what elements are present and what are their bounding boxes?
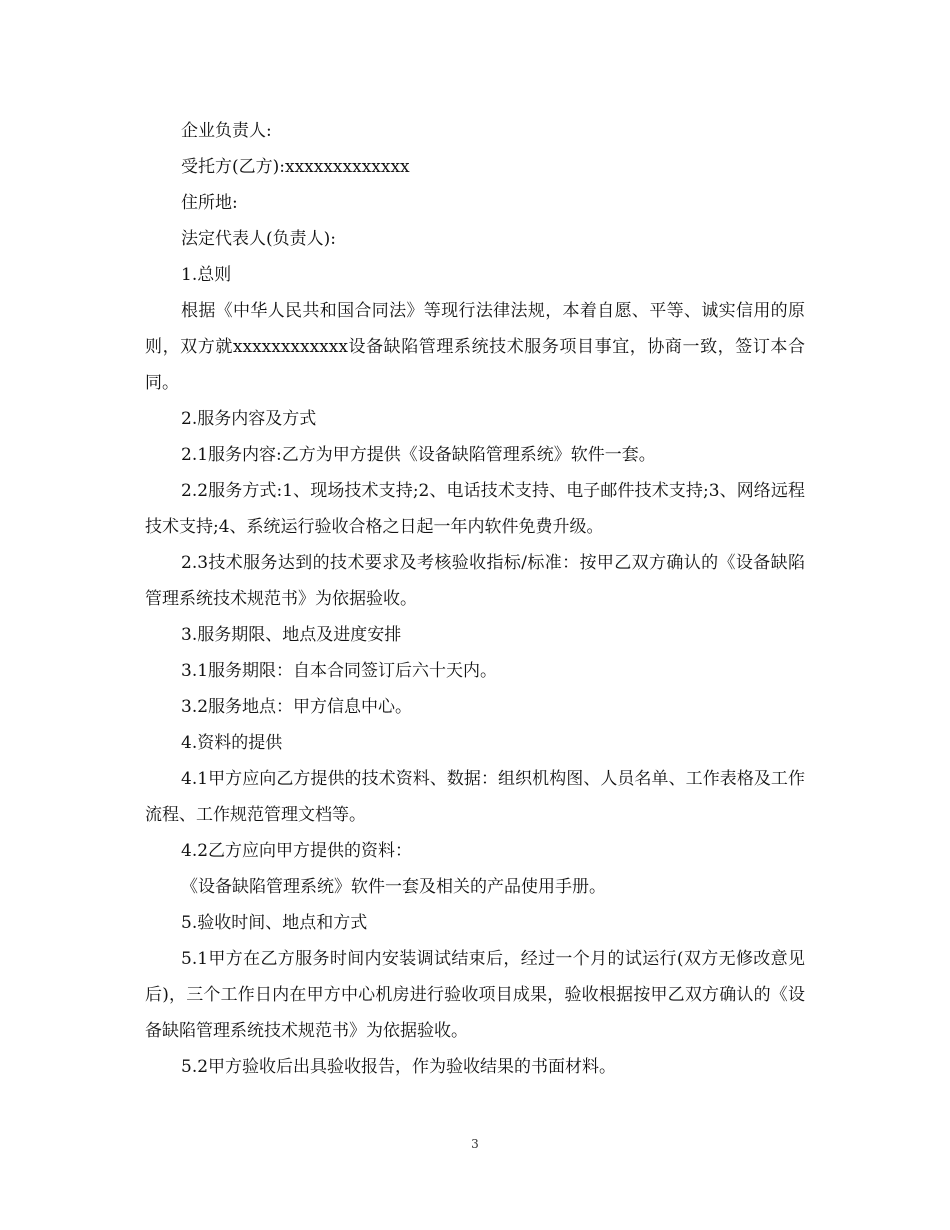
section-heading-general: 1.总则	[181, 265, 232, 285]
paragraph-2-3: 2.3技术服务达到的技术要求及考核验收指标/标准：按甲乙双方确认的《设备缺陷管理系统技术规范书》为依据验收。	[145, 553, 805, 609]
paragraph-5-1: 5.1甲方在乙方服务时间内安装调试结束后，经过一个月的试运行(双方无修改意见后)，三个工作日内在甲方中心机房进行验收项目成果，验收根据按甲乙双方确认的《设备缺陷管理系统技术规范书》为依据验收。	[145, 949, 805, 1041]
section-heading-service-period: 3.服务期限、地点及进度安排	[181, 625, 402, 645]
paragraph-general-text: 根据《中华人民共和国合同法》等现行法律法规，本着自愿、平等、诚实信用的原则，双方就xxxxxxxxxxxx设备缺陷管理系统技术服务项目事宜，协商一致，签订本合同。	[145, 301, 805, 393]
paragraph-4-2-detail: 《设备缺陷管理系统》软件一套及相关的产品使用手册。	[181, 877, 606, 897]
section-heading-materials: 4.资料的提供	[181, 733, 283, 753]
paragraph-4-2: 4.2乙方应向甲方提供的资料：	[181, 841, 413, 861]
paragraph-legal-representative: 法定代表人(负责人):	[181, 229, 336, 249]
paragraph-address: 住所地:	[181, 193, 238, 213]
paragraph-principal-in-charge: 企业负责人:	[181, 121, 272, 141]
section-heading-acceptance: 5.验收时间、地点和方式	[181, 913, 368, 933]
document-body	[145, 113, 805, 1085]
paragraph-5-2: 5.2甲方验收后出具验收报告，作为验收结果的书面材料。	[181, 1057, 617, 1077]
paragraph-3-1: 3.1服务期限：自本合同签订后六十天内。	[181, 661, 498, 681]
paragraph-2-2: 2.2服务方式:1、现场技术支持;2、电话技术支持、电子邮件技术支持;3、网络远程技术支持;4、系统运行验收合格之日起一年内软件免费升级。	[145, 481, 805, 537]
paragraph-2-1: 2.1服务内容:乙方为甲方提供《设备缺陷管理系统》软件一套。	[181, 445, 656, 465]
section-heading-service-content: 2.服务内容及方式	[181, 409, 317, 429]
page-number: 3	[471, 1137, 479, 1151]
paragraph-trustee-party-b: 受托方(乙方):xxxxxxxxxxxxx	[181, 157, 410, 177]
paragraph-3-2: 3.2服务地点：甲方信息中心。	[181, 697, 413, 717]
paragraph-4-1: 4.1甲方应向乙方提供的技术资料、数据：组织机构图、人员名单、工作表格及工作流程、工作规范管理文档等。	[145, 769, 805, 825]
